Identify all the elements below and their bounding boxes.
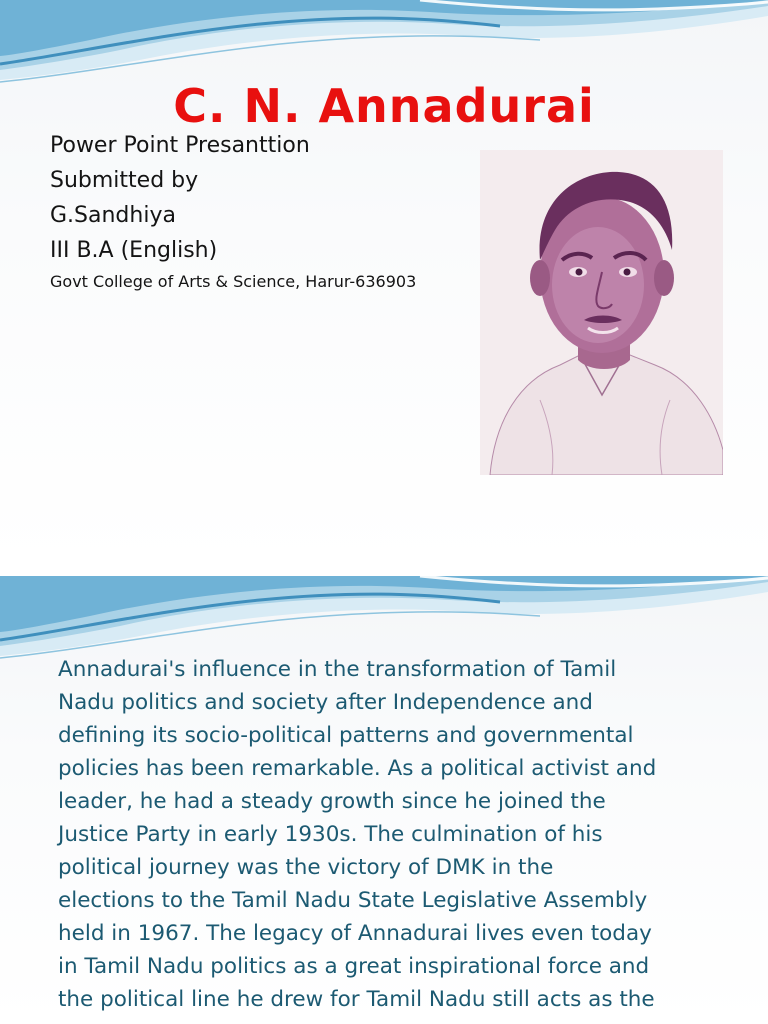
biography-paragraph [58, 653, 708, 1016]
paragraph-line: in Tamil Nadu politics as a great inspirational force and [58, 954, 650, 979]
student-name: G.Sandhiya [50, 203, 176, 228]
submitted-by-label: Submitted by [50, 168, 199, 193]
paragraph-line: the political line he drew for Tamil Nadu still acts as the [58, 987, 655, 1012]
paragraph-line: held in 1967. The legacy of Annadurai lives even today [58, 921, 652, 946]
college-name: Govt College of Arts & Science, Harur-636903 [50, 272, 417, 291]
student-class: III B.A (English) [50, 238, 218, 263]
paragraph-line: policies has been remarkable. As a political activist and [58, 756, 657, 781]
presentation-info [50, 128, 460, 294]
paragraph-line: elections to the Tamil Nadu State Legislative Assembly [58, 888, 648, 913]
paragraph-line: Nadu politics and society after Independence and [58, 690, 593, 715]
annadurai-portrait [480, 150, 723, 475]
paragraph-line: Justice Party in early 1930s. The culmination of his [58, 822, 603, 847]
paragraph-line: political journey was the victory of DMK in the [58, 855, 554, 880]
slide-separator [0, 566, 768, 576]
paragraph-line: leader, he had a steady growth since he joined the [58, 789, 606, 814]
presentation-type: Power Point Presanttion [50, 133, 310, 158]
paragraph-line: defining its socio-political patterns and governmental [58, 723, 634, 748]
paragraph-line: Annadurai's influence in the transformation of Tamil [58, 657, 617, 682]
slide-title-text: C. N. Annadurai [173, 79, 595, 133]
